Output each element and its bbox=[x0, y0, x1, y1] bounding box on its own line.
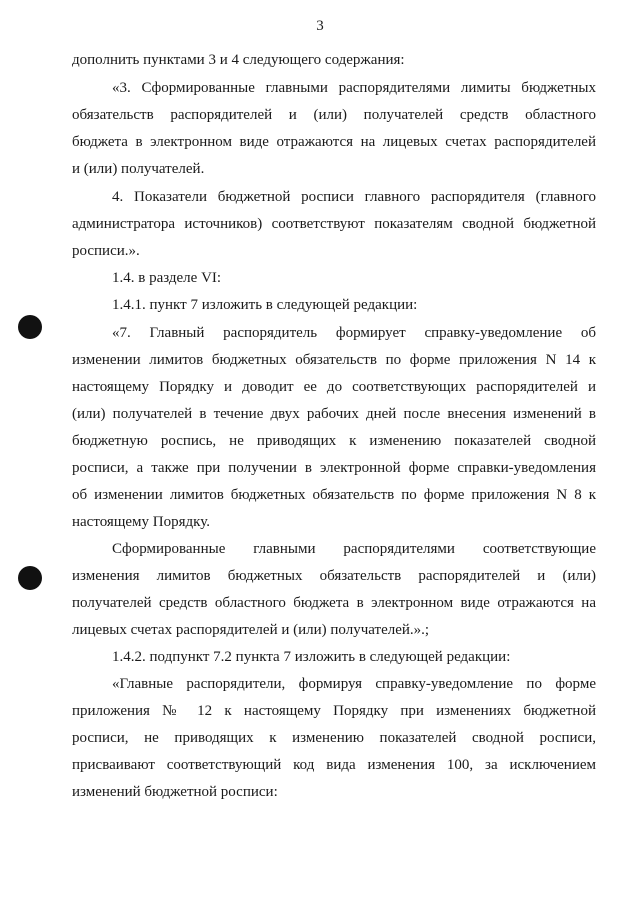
text-line: обязательств распорядителей и (или) получателей средств областного bbox=[72, 107, 596, 123]
text-line: Сформированные главными распорядителями соответствующие bbox=[112, 541, 596, 557]
text-line: изменении лимитов бюджетных обязательств по форме приложения N 14 к bbox=[72, 352, 596, 368]
text-line: администратора источников) соответствуют показателям сводной бюджетной bbox=[72, 216, 596, 232]
text-line: изменений бюджетной росписи: bbox=[72, 784, 278, 800]
punch-hole-lower bbox=[18, 566, 42, 590]
text-line: «7. Главный распорядитель формирует справку-уведомление об bbox=[112, 325, 596, 341]
text-line: (или) получателей в течение двух рабочих дней после внесения изменений в bbox=[72, 406, 596, 422]
text-line: дополнить пунктами 3 и 4 следующего содержания: bbox=[72, 52, 405, 68]
text-line: настоящему Порядку и доводит ее до соответствующих распорядителей и bbox=[72, 379, 596, 395]
text-line: бюджета в электронном виде отражаются на лицевых счетах распорядителей bbox=[72, 134, 596, 150]
text-line: и (или) получателей. bbox=[72, 161, 205, 177]
text-line: «Главные распорядители, формируя справку-уведомление по форме bbox=[112, 676, 596, 692]
text-line: изменения лимитов бюджетных обязательств распорядителей и (или) bbox=[72, 568, 596, 584]
text-line: «3. Сформированные главными распорядителями лимиты бюджетных bbox=[112, 80, 596, 96]
text-line: 1.4.2. подпункт 7.2 пункта 7 изложить в следующей редакции: bbox=[112, 649, 511, 665]
text-line: приложения № 12 к настоящему Порядку при изменениях бюджетной bbox=[72, 703, 596, 719]
page-number: 3 bbox=[316, 18, 324, 34]
text-line: росписи.». bbox=[72, 243, 140, 259]
text-line: 1.4.1. пункт 7 изложить в следующей редакции: bbox=[112, 297, 418, 313]
text-line: лицевых счетах распорядителей и (или) получателей.».; bbox=[72, 622, 430, 638]
text-line: бюджетную роспись, не приводящих к изменению показателей сводной bbox=[72, 433, 596, 449]
text-line: получателей средств областного бюджета в электронном виде отражаются на bbox=[72, 595, 596, 611]
text-line: настоящему Порядку. bbox=[72, 514, 210, 530]
text-line: присваивают соответствующий код вида изменения 100, за исключением bbox=[72, 757, 596, 773]
text-line: росписи, а также при получении в электронной форме справки-уведомления bbox=[72, 460, 596, 476]
text-line: росписи, не приводящих к изменению показателей сводной росписи, bbox=[72, 730, 596, 746]
punch-hole-upper bbox=[18, 315, 42, 339]
text-line: 4. Показатели бюджетной росписи главного распорядителя (главного bbox=[112, 189, 596, 205]
text-line: об изменении лимитов бюджетных обязательств по форме приложения N 8 к bbox=[72, 487, 596, 503]
text-line: 1.4. в разделе VI: bbox=[112, 270, 222, 286]
